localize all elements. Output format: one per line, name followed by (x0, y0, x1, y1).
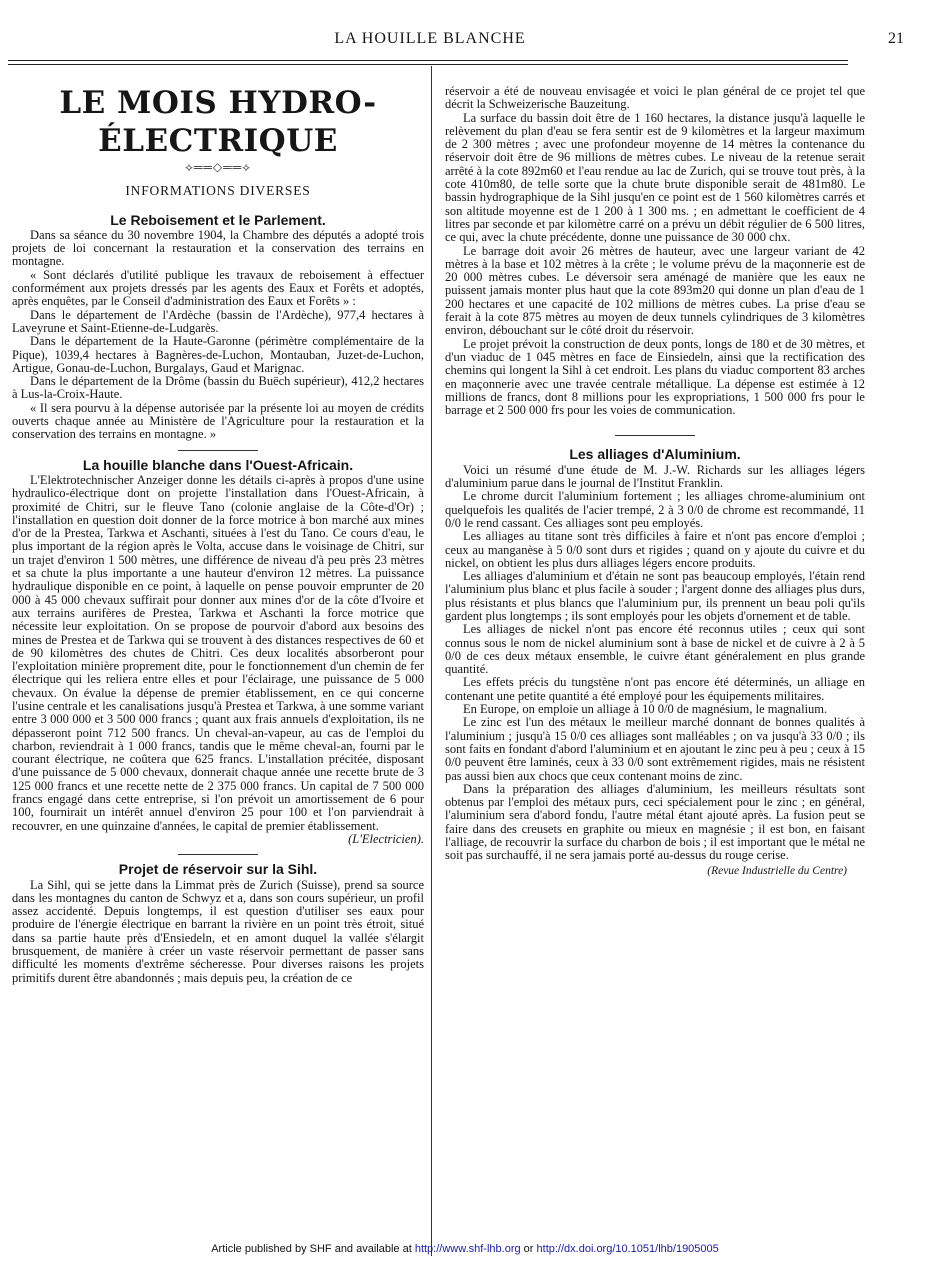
paragraph: « Il sera pourvu à la dépense autorisée par la présente loi au moyen de crédits ouverts chaque année au Ministère de l'Agriculture pour la restauration et la conservation des terrains en montagne. » (12, 400, 424, 442)
footer-link-doi[interactable]: http://dx.doi.org/10.1051/lhb/1905005 (536, 1243, 719, 1255)
section-title: Projet de réservoir sur la Sihl. (118, 861, 318, 878)
section-title: Le Reboisement et le Parlement. (110, 211, 326, 228)
section-title: La houille blanche dans l'Ouest-Africain. (82, 456, 354, 473)
section-title: Les alliages d'Aluminium. (569, 446, 741, 463)
right-column (445, 85, 865, 878)
article-reboisement (12, 211, 424, 442)
paragraph: Les alliages au titane sont très difficiles à faire et n'ont pas encore d'emploi ; ceux au manganèse à 5 0/0 sont durs et rigides ; quand on y ajoute du cuivre et du nickel, on obtient les plus durs alliages légers encore produits. (445, 529, 865, 570)
paragraph: Le chrome durcit l'aluminium fortement ; les alliages chrome-aluminium ont quelquefois les qualités de l'acier trempé, 2 à 3 0/0 de chrome est recommandé, 11 0/0 le rend cassant. Ces alliages sont peu employés. (445, 489, 865, 530)
paragraph: Le projet prévoit la construction de deux ponts, longs de 180 et de 30 mètres, et d'un viaduc de 1 045 mètres en face de Einsiedeln, ainsi que la rectification des chemins qui longent la Sihl à cet endroit. Les plans du viaduc comportent 83 arches en maçonnerie avec une travée centrale métallique. La dépense est estimée à 12 millions de francs, dont 8 millions pour les expropriations, 1 500 000 frs pour le barrage et 2 500 000 frs pour les voies de communication. (445, 336, 865, 418)
article-aluminium (445, 448, 865, 878)
article-sihl (12, 863, 424, 985)
article-houille-blanche (12, 456, 424, 847)
paragraph: Dans le département de l'Ardèche (bassin de l'Ardèche), 977,4 hectares à Laveyrune et Saint-Etienne-de-Ludgarès. (12, 307, 424, 335)
paragraph: Voici un résumé d'une étude de M. J.-W. Richards sur les alliages légers d'aluminium parue dans le journal de l'Institut Franklin. (445, 462, 865, 491)
paragraph: réservoir a été de nouveau envisagée et voici le plan général de ce projet tel que décrit la Schweizerische Bauzeitung. (445, 84, 865, 112)
paragraph: Dans le département de la Drôme (bassin du Buëch supérieur), 412,2 hectares à Lus-la-Croix-Haute. (12, 374, 424, 402)
main-title: LE MOIS HYDRO-ÉLECTRIQUE (59, 85, 377, 159)
paragraph: « Sont déclarés d'utilité publique les travaux de reboisement à effectuer conformément aux projets dressés par les agents des Eaux et Forêts et adoptés, après enquêtes, par le Conseil d'administration des Eaux et Forêts » : (12, 267, 424, 309)
source-signature: (L'Electricien). (348, 831, 424, 846)
column-divider (431, 66, 432, 1256)
section-rule (615, 435, 695, 436)
header-rule-thin (8, 64, 848, 65)
paragraph: La surface du bassin doit être de 1 160 hectares, la distance jusqu'à laquelle le relèvement du plan d'eau se fera sentir est de 9 kilomètres et la largeur maximum de 2 300 mètres ; avec une profondeur moyenne de 14 mètres la contenance du réservoir doit être de 96 millions de mètres cubes. Le niveau de la retenue serait arrêté à la cote 892m60 et l'eau rendue au lac de Zurich, qui se trouve tout près, à la cote 410m80, de telle sorte que la chute brute disponible serait de 481m80. Le bassin hydrographique de la Sihl jusqu'en ce point est de 1 560 kilomètres carrés et son altitude moyenne est de 1 200 à 1 300 ms. ; en admettant le coefficient de 4 litres par seconde et par kilomètre carré on a prévu un débit régulier de 6 500 litres, ce qui, avec la chute précédente, donne une puissance de 30 000 chx. (445, 110, 865, 245)
subheading: INFORMATIONS DIVERSES (125, 183, 311, 199)
paragraph: Dans la préparation des alliages d'aluminium, les meilleurs résultats sont obtenus par l'emploi des métaux purs, ceci spécialement pour le zinc ; en général, l'aluminium sera d'abord fondu, l'autre métal étant ajouté après. La fusion peut se faire dans des creusets en graphite ou mieux en magnésie ; il est bon, en faisant l'alliage, de recouvrir la surface du charbon de bois ; il est important que le métal ne soit pas surchauffé, il ne sera jamais porté au-dessus du rouge cerise. (445, 781, 865, 863)
paragraph: Dans sa séance du 30 novembre 1904, la Chambre des députés a adopté trois projets de loi concernant la restauration et la conservation des terrains en montagne. (12, 227, 424, 269)
running-head (0, 30, 930, 50)
paragraph: Les alliages de nickel n'ont pas encore été reconnus utiles ; ceux qui sont connus sous le nom de nickel aluminium sont à base de nickel et de cuivre à 2 à 5 0/0 de ces deux métaux ensemble, le cuivre étant généralement en plus grande quantité. (445, 622, 865, 677)
paragraph: Les effets précis du tungstène n'ont pas encore été déterminés, un alliage en contenant une petite quantité a été employé pour les équipements militaires. (445, 675, 865, 703)
paragraph: Le barrage doit avoir 26 mètres de hauteur, avec une largeur variant de 42 mètres à la base et 102 mètres à la crête ; le volume prévu de la maçonnerie est de 20 000 mètres cubes. Le déversoir sera aménagé de manière que les eaux ne puissent jamais monter plus haut que la cote 893m20 qui donne un plan d'eau de 1 200 hectares et une capacité de 102 millions de mètres cubes. La prise d'eau se ferait à la cote 875 mètres au moyen de deux tunnels cylindriques de 3 kilomètres environ, débouchant sur le côté droit du réservoir. (445, 243, 865, 338)
left-column (12, 84, 424, 985)
title-ornament: ⟡══◇══⟡ (184, 160, 252, 174)
footer-separator: or (520, 1243, 537, 1255)
paragraph: Le zinc est l'un des métaux le meilleur marché donnant de bonnes qualités à l'aluminium ; jusqu'à 15 0/0 ces alliages sont malléables ; on va jusqu'à 33 0/0 ; ils sont faits en fondant d'abord l'aluminium et en ajoutant le zinc peu à peu ; ceux à 15 0/0 peuvent être laminés, ceux à 33 0/0 sont extrêmement rigides, mais ne résistent pas aussi bien aux chocs que ceux contenant moins de zinc. (445, 715, 866, 783)
journal-name: LA HOUILLE BLANCHE (334, 30, 526, 47)
footer-link-shf[interactable]: http://www.shf-lhb.org (414, 1243, 521, 1255)
section-rule (178, 450, 258, 451)
page-number: 21 (888, 30, 904, 47)
paragraph: Dans le département de la Haute-Garonne (périmètre complémentaire de la Pique), 1039,4 hectares à Bagnères-de-Luchon, Montauban, Juzet-de-Luchon, Artigue, Gonau-de-Luchon, Burgalays, Gaud et Marignac. (12, 334, 424, 375)
paragraph: En Europe, on emploie un alliage à 10 0/0 de magnésium, le magnalium. (463, 702, 828, 717)
section-rule (178, 854, 258, 855)
paragraph: La Sihl, qui se jette dans la Limmat près de Zurich (Suisse), prend sa source dans les montagnes du canton de Schwyz et a, dans son cours supérieur, un profil assez accidenté. Depuis longtemps, il est question d'utiliser ses eaux pour produire de l'énergie électrique en barrant la rivière en un point très étroit, situé dans sa partie haute près d'Ensiedeln, et en amont duquel la vallée s'élargit brusquement, de manière à créer un vaste réservoir permettant de passer sans difficulté les moments d'extrême sécheresse. Pour diverses raisons les projets primitifs durent être abandonnés ; mais depuis peu, la création de ce (12, 877, 424, 985)
footer-note (0, 1243, 930, 1255)
footer-prefix: Article published by SHF and available at (211, 1243, 415, 1255)
header-rule (8, 60, 848, 61)
paragraph: Les alliages d'aluminium et d'étain ne sont pas beaucoup employés, l'étain rend l'aluminium plus blanc et plus facile à souder ; l'argent donne des alliages plus durs, plus résistants et plus blancs que l'aluminium pur, ils prennent un beau poli qu'ils gardent plus longtemps ; ils sont employés pour les objets d'ornement et de table. (445, 569, 865, 623)
paragraph: L'Elektrotechnischer Anzeiger donne les détails ci-après à propos d'une usine hydraulico-électrique dont on projette l'installation dans l'Ouest-Africain, à proximité de Chitri, sur le fleuve Tano (colonie anglaise de la Côte-d'Or) ; l'installation en question doit donner de la force motrice à bon marché aux mines d'or de la Prestea, Tarkwa et Aschanti, situées à l'est du Tano. Ce cours d'eau, le plus important de la région après le Volta, accuse dans le voisinage de Chitri, sur un trajet d'environ 1 500 mètres, une différence de niveau d'à peu près 23 mètres et sa chute la plus importante a une hauteur d'environ 12 mètres. La puissance hydraulique disponible en ce point, à laquelle on pense pouvoir emprunter de 20 000 à 45 000 chevaux suffirait pour donner aux mines d'or de la côte d'Ivoire et aux terrains aurifères de Prestea, Tarkwa et Aschanti la force motrice que nécessite leur exploitation. On se propose de pourvoir d'abord aux besoins des mines de Prestea et de Tarkwa qui se trouvent à des distances respectives de 60 et de 90 kilomètres des chutes de Chitri. Ces deux localités absorberont pour l'exploitation minière proprement dite, pour le fonctionnement d'un chemin de fer électrique qui les reliera entre elles et pour l'éclairage, une puissance de 5 000 chevaux. On évalue la dépense de premier établissement, en ce qui concerne l'usine centrale et les canalisations jusqu'à Prestea et Tarkwa, à une somme variant entre 3 000 000 et 3 500 000 francs ; quant aux frais annuels d'exploitation, ils ne dépasseront point 712 500 francs. Un cheval-an-vapeur, au cas de l'emploi du charbon, reviendrait à 1 000 francs, tandis que le même cheval-an, fourni par le courant électrique, ne coûtera que 625 francs. L'installation précitée, disposant d'une puissance de 5 000 chevaux, donnerait chaque année une recette brute de 3 125 000 francs et une recette nette de 2 375 000 francs. Un capital de 7 500 000 francs engagé dans cette entreprise, si l'on prévoit un amortissement de 6 pour 100, fournirait un intérêt annuel d'environ 25 pour 100 et l'on parviendrait à recouvrer, en une quinzaine d'années, le capital de premier établissement. (12, 472, 424, 833)
source-signature: (Revue Industrielle du Centre) (707, 864, 847, 877)
